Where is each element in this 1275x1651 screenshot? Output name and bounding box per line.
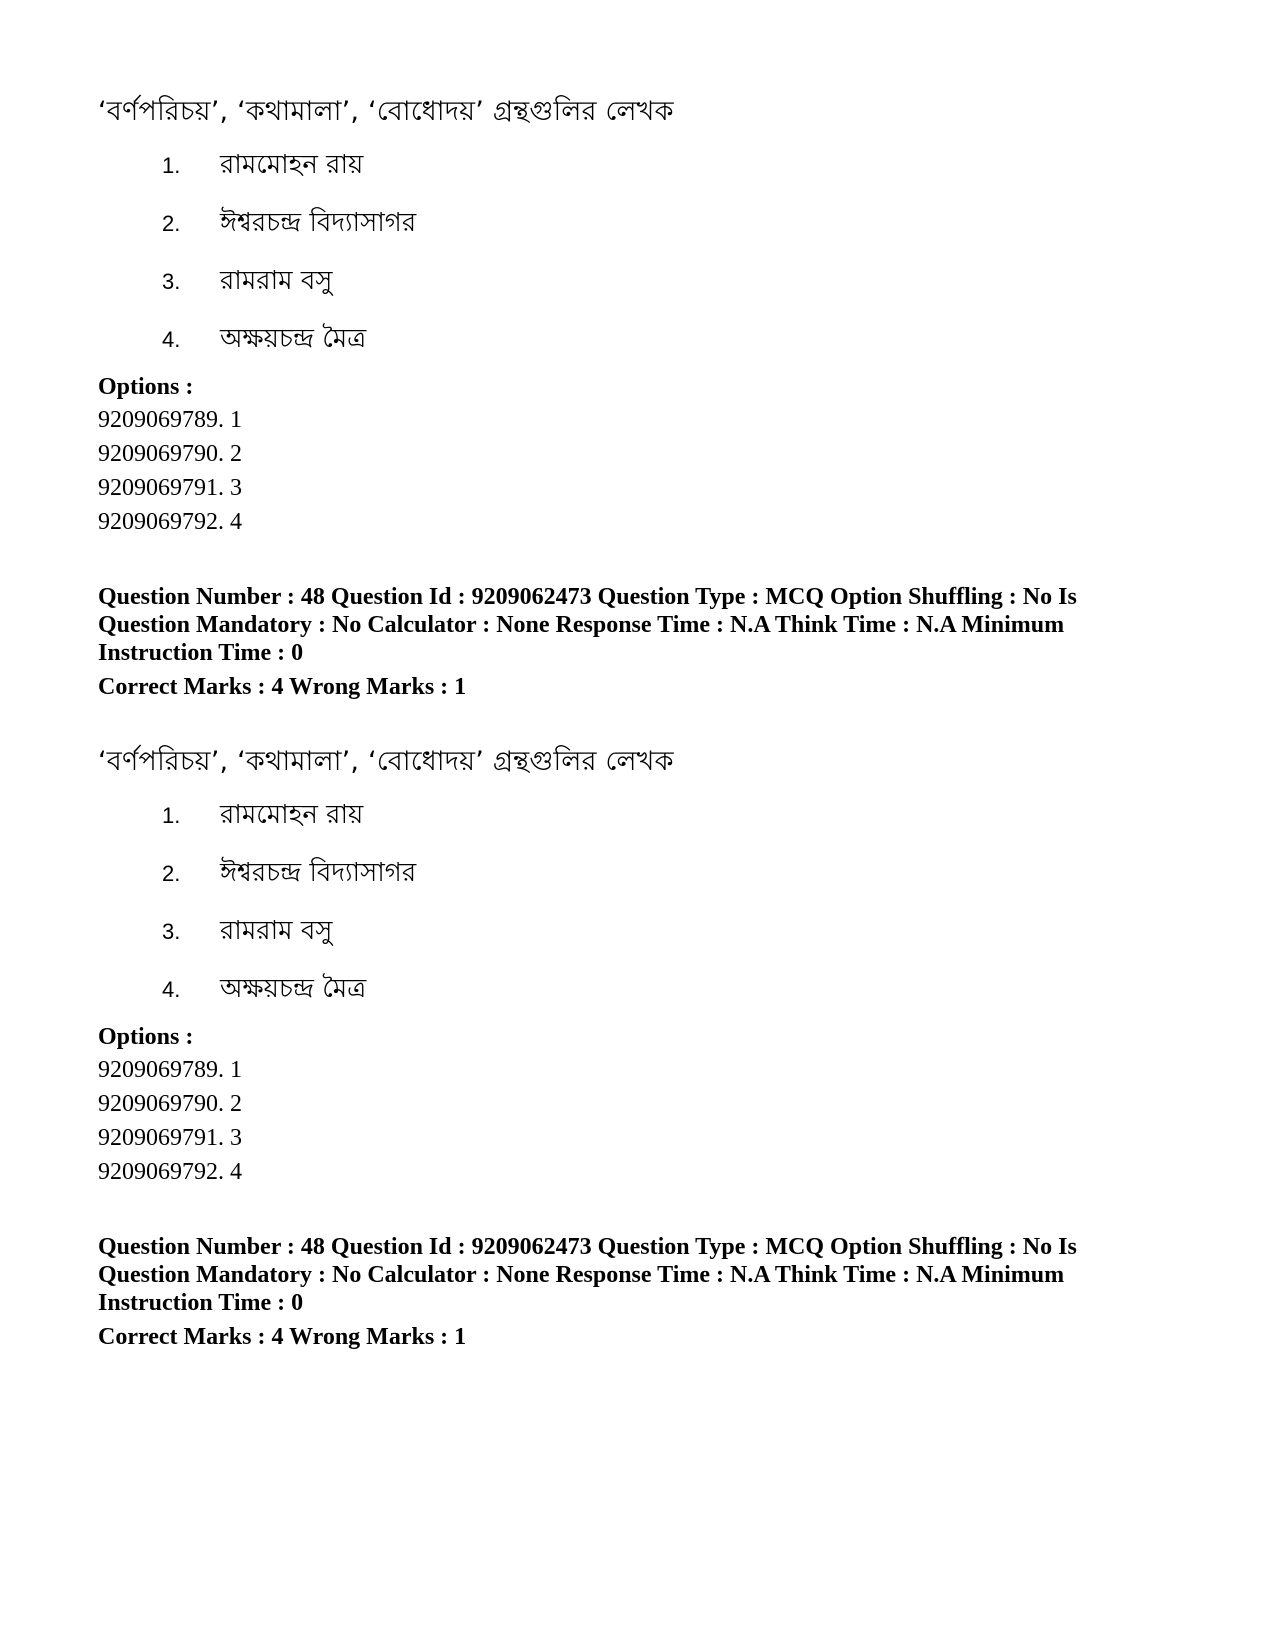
question-block-1 [98,92,1178,701]
choice-text: ঈশ্বরচন্দ্র বিদ্যাসাগর [220,858,417,888]
question-text: ‘বর্ণপরিচয়’, ‘কথামালা’, ‘বোধোদয়’ গ্রন্থগুলির লেখক [98,96,674,127]
question-meta [98,583,1178,667]
choice-item [98,195,1178,253]
meta-line: Question Mandatory : No Calculator : None Response Time : N.A Think Time : N.A Minimum [98,1262,1065,1288]
option-line: 9209069790. 2 [98,1091,242,1117]
choice-text: অক্ষয়চন্দ্র মৈত্র [220,324,367,354]
choice-number: 3. [162,269,181,294]
meta-line: Question Number : 48 Question Id : 9209062473 Question Type : MCQ Option Shuffling : No Is [98,584,1077,610]
choice-item [98,903,1178,961]
choice-number: 1. [162,153,181,178]
choice-item [98,845,1178,903]
marks-line: Correct Marks : 4 Wrong Marks : 1 [98,674,467,700]
choice-item [98,311,1178,369]
options-heading: Options : [98,374,194,400]
choice-item [98,137,1178,195]
question-meta [98,1233,1178,1317]
question-block-2 [98,742,1178,1351]
meta-line: Question Number : 48 Question Id : 9209062473 Question Type : MCQ Option Shuffling : No Is [98,1234,1077,1260]
choice-item [98,253,1178,311]
choice-number: 2. [162,211,181,236]
choice-text: রামমোহন রায় [220,150,364,180]
options-list [98,1053,1178,1189]
options-list [98,403,1178,539]
choice-number: 4. [162,977,181,1002]
question-text: ‘বর্ণপরিচয়’, ‘কথামালা’, ‘বোধোদয়’ গ্রন্থগুলির লেখক [98,746,674,777]
choice-item [98,787,1178,845]
option-line: 9209069792. 4 [98,1159,242,1185]
meta-line: Instruction Time : 0 [98,1290,304,1316]
meta-line: Question Mandatory : No Calculator : None Response Time : N.A Think Time : N.A Minimum [98,612,1065,638]
choice-number: 1. [162,803,181,828]
choice-number: 3. [162,919,181,944]
option-line: 9209069792. 4 [98,509,242,535]
option-line: 9209069789. 1 [98,1057,242,1083]
marks-line: Correct Marks : 4 Wrong Marks : 1 [98,1324,467,1350]
option-line: 9209069791. 3 [98,1125,242,1151]
option-line: 9209069790. 2 [98,441,242,467]
options-heading: Options : [98,1024,194,1050]
option-line: 9209069789. 1 [98,407,242,433]
choice-item [98,961,1178,1019]
choice-number: 4. [162,327,181,352]
choice-text: রামমোহন রায় [220,800,364,830]
choice-text: রামরাম বসু [220,266,333,296]
option-line: 9209069791. 3 [98,475,242,501]
choice-list [98,787,1178,1019]
choice-text: রামরাম বসু [220,916,333,946]
choice-text: ঈশ্বরচন্দ্র বিদ্যাসাগর [220,208,417,238]
choice-text: অক্ষয়চন্দ্র মৈত্র [220,974,367,1004]
meta-line: Instruction Time : 0 [98,640,304,666]
choice-number: 2. [162,861,181,886]
choice-list [98,137,1178,369]
